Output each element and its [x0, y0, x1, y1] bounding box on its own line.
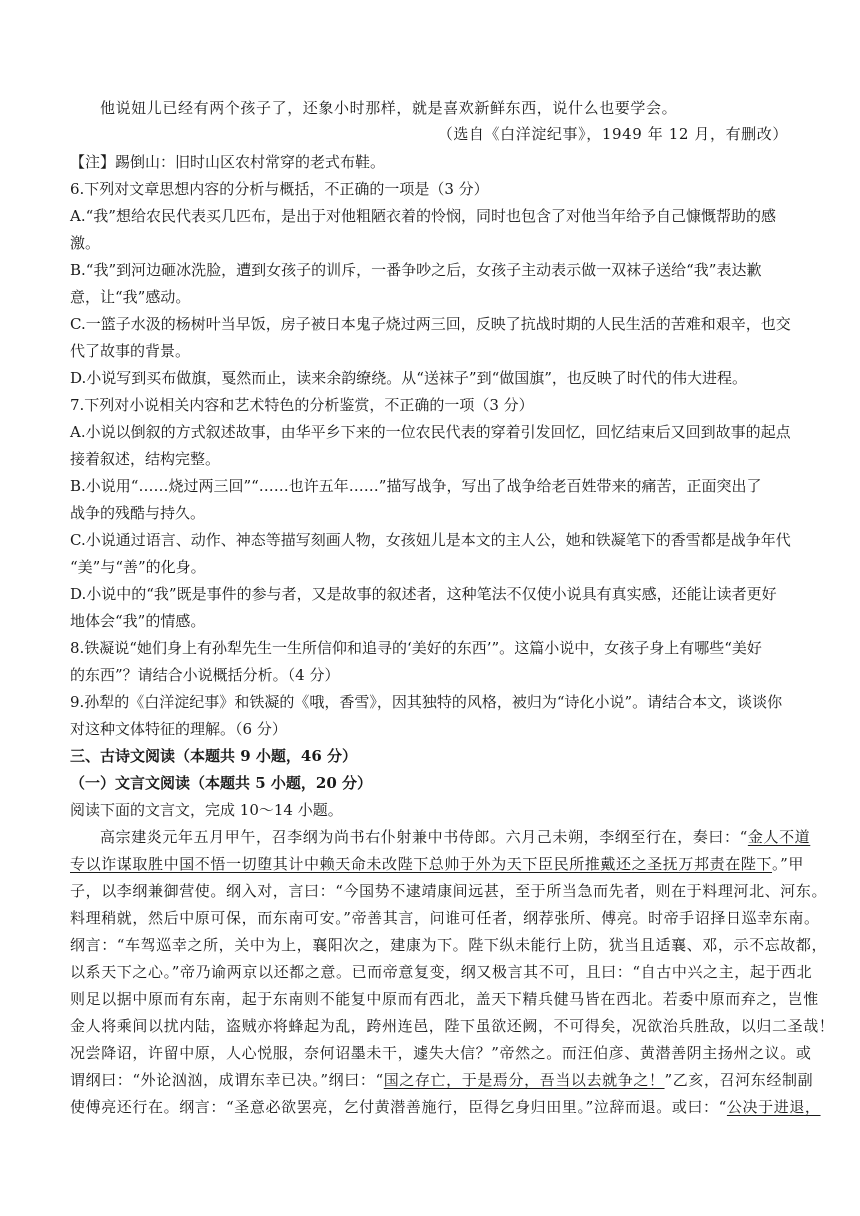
- q7-option-a-cont: 接着叙述，结构完整。: [70, 450, 221, 468]
- classical-line-9: 况尝降诏，许留中原，人心悦服，奈何诏墨未干，遽失大信？”帝然之。而汪伯彦、黄潜善阴主扬州之议。或: [70, 1044, 812, 1062]
- story-last-line: 他说妞儿已经有两个孩子了，还象小时那样，就是喜欢新鲜东西，说什么也要学会。: [100, 99, 678, 117]
- q7-stem: 7.下列对小说相关内容和艺术特色的分析鉴赏，不正确的一项（3 分）: [70, 396, 534, 414]
- q7-option-c-cont: “美”与“善”的化身。: [70, 558, 206, 576]
- subsection-title: （一）文言文阅读（本题共 5 小题，20 分）: [70, 774, 372, 792]
- classical-text: 谓纲曰：“外论汹汹，成谓东幸已决。”纲曰：“: [70, 1071, 384, 1089]
- q6-option-c: C.一篮子水汲的杨树叶当早饭，房子被日本鬼子烧过两三回，反映了抗战时期的人民生活的苦难和艰辛，也交: [70, 315, 791, 333]
- classical-text: ”乙亥，召河东经制副: [664, 1071, 814, 1089]
- q6-option-a-cont: 激。: [70, 234, 101, 252]
- q7-option-b: B.小说用“……烧过两三回”“……也许五年……”描写战争，写出了战争给老百姓带来的痛苦，正面突出了: [70, 477, 762, 495]
- classical-line-3: 子，以李纲兼御营使。纲入对，言曰：“今国势不逮靖康间远甚，至于所当急而先者，则在于料理河北、河东。: [70, 882, 828, 900]
- underlined-sentence: 专以诈谋取胜中国不悟一切堕其计中赖天命未改陛下总帅于外为天下臣民所推戴还之圣抚万邦责在陛下: [70, 855, 773, 873]
- q6-option-c-cont: 代了故事的背景。: [70, 342, 191, 360]
- q6-option-a: A.“我”想给农民代表买几匹布，是出于对他粗陋衣着的怜悯，同时也包含了对他当年给予自己慷慨帮助的感: [70, 207, 776, 225]
- q7-option-d-cont: 地体会“我”的情感。: [70, 612, 206, 630]
- classical-text: 。”甲: [772, 855, 804, 873]
- classical-line-5: 纲言：“车驾巡幸之所，关中为上，襄阳次之，建康为下。陛下纵未能行上防，犹当且适襄、邓，示不忘故都，: [70, 936, 828, 954]
- classical-text: 高宗建炎元年五月甲午，召李纲为尚书右仆射兼中书侍郎。六月己未朔，李纲至行在，奏曰：“: [100, 828, 748, 846]
- q7-option-a: A.小说以倒叙的方式叙述故事，由华平乡下来的一位农民代表的穿着引发回忆，回忆结束后又回到故事的起点: [70, 423, 791, 441]
- underlined-sentence: 公决于进退，: [726, 1098, 821, 1116]
- classical-line-10: [70, 1070, 814, 1090]
- underlined-sentence: 国之存亡，于是焉分，吾当以去就争之！: [383, 1071, 665, 1089]
- q9-stem: 9.孙犁的《白洋淀纪事》和铁凝的《哦，香雪》，因其独特的风格，被归为“诗化小说”。请结合本文，谈谈你: [70, 693, 783, 711]
- section-instruction: 阅读下面的文言文，完成 10～14 小题。: [70, 801, 343, 819]
- underlined-sentence: 金人不道: [747, 828, 811, 846]
- q7-option-b-cont: 战争的残酷与持久。: [70, 504, 206, 522]
- q6-option-b-cont: 意，让“我”感动。: [70, 288, 191, 306]
- q9-stem-cont: 对这种文体特征的理解。（6 分）: [70, 720, 287, 738]
- q6-option-b: B.“我”到河边砸冰洗脸，遭到女孩子的训斥，一番争吵之后，女孩子主动表示做一双袜子送给“我”表达歉: [70, 261, 762, 279]
- classical-line-4: 料理稍就，然后中原可保，而东南可安。”帝善其言，问谁可任者，纲荐张所、傅亮。时帝手诏择日巡幸东南。: [70, 909, 820, 927]
- q8-stem-cont: 的东西”？请结合小说概括分析。（4 分）: [70, 666, 340, 684]
- classical-line-2: [70, 854, 804, 874]
- q7-option-d: D.小说中的“我”既是事件的参与者，又是故事的叙述者，这种笔法不仅使小说具有真实感，还能让读者更好: [70, 585, 777, 603]
- source-citation: （选自《白洋淀纪事》，1949 年 12 月，有删改）: [437, 125, 788, 143]
- classical-line-11: [70, 1097, 821, 1117]
- classical-line-1: [100, 827, 811, 847]
- q6-option-d: D.小说写到买布做旗，戛然而止，读来余韵缭绕。从“送袜子”到“做国旗”，也反映了时代的伟大进程。: [70, 369, 747, 387]
- q7-option-c: C.小说通过语言、动作、神态等描写刻画人物，女孩妞儿是本文的主人公，她和铁凝笔下的香雪都是战争年代: [70, 531, 791, 549]
- classical-line-6: 以系天下之心。”帝乃谕两京以还都之意。已而帝意复变，纲又极言其不可，且曰：“自古中兴之主，起于西北: [70, 963, 813, 981]
- annotation-note: 【注】踢倒山：旧时山区农村常穿的老式布鞋。: [70, 153, 386, 171]
- q8-stem: 8.铁凝说“她们身上有孙犁先生一生所信仰和追寻的‘美好的东西’”。这篇小说中，女孩子身上有哪些“美好: [70, 639, 762, 657]
- q6-stem: 6.下列对文章思想内容的分析与概括，不正确的一项是（3 分）: [70, 180, 489, 198]
- classical-line-8: 金人将乘间以扰内陆，盗贼亦将蜂起为乱，跨州连邑，陛下虽欲还阙，不可得矣，况欲治兵胜敌，以归二圣哉！: [70, 1017, 835, 1035]
- classical-text: 使傅亮还行在。纲言：“圣意必欲罢亮，乞付黄潜善施行，臣得乞身归田里。”泣辞而退。或曰：“: [70, 1098, 727, 1116]
- section-3-title: 三、古诗文阅读（本题共 9 小题，46 分）: [70, 747, 357, 765]
- classical-line-7: 则足以据中原而有东南，起于东南则不能复中原而有西北，盖天下精兵健马皆在西北。若委中原而弃之，岂惟: [70, 990, 819, 1008]
